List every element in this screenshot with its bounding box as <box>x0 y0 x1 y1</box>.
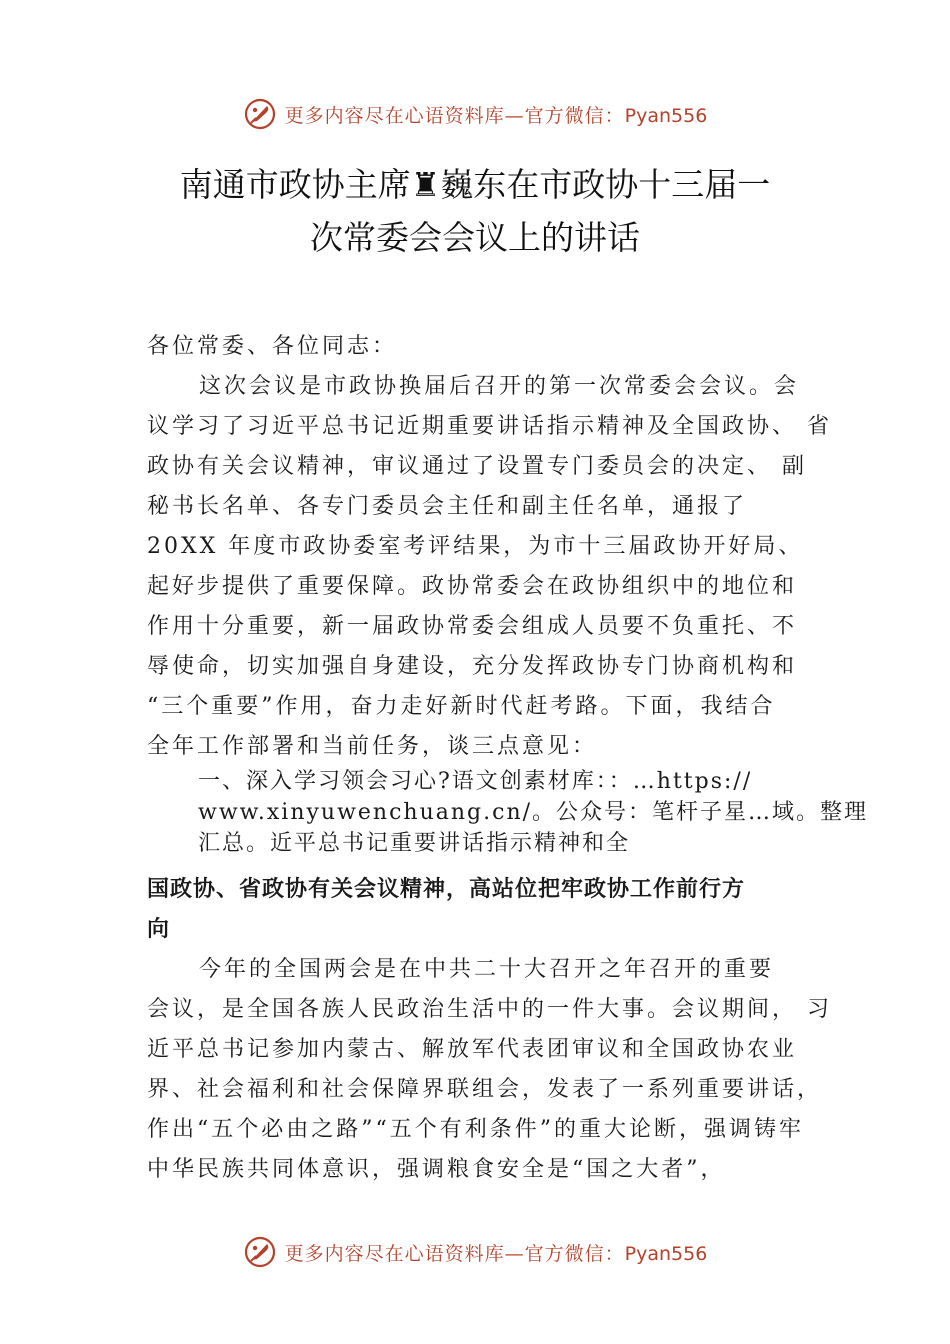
paragraph-1 <box>147 367 832 767</box>
salutation: 各位常委、各位同志： <box>147 334 398 359</box>
title-line-2: 次常委会会议上的讲话 <box>310 218 640 257</box>
list-item-line: 一、深入学习领会习心?语文创素材库：：…https:// <box>198 769 753 794</box>
section-heading-1 <box>147 870 827 950</box>
feather-pen-logo-icon <box>243 1235 277 1269</box>
paragraph-line: 20XX 年度市政协委室考评结果，为市十三届政协开好局、 <box>147 534 804 559</box>
paragraph-line: 中华民族共同体意识，强调粮食安全是“国之大者”， <box>147 1157 726 1182</box>
feather-pen-logo-icon <box>243 97 277 131</box>
paragraph-line: 秘书长名单、各专门委员会主任和副主任名单，通报了 <box>147 494 748 519</box>
watermark-wechat-id: Pyan556 <box>624 104 708 127</box>
paragraph-line: 议学习了习近平总书记近期重要讲话指示精神及全国政协、 省 <box>147 414 832 439</box>
list-item-1 <box>198 766 869 859</box>
paragraph-line: “三个重要”作用，奋力走好新时代赶考路。下面，我结合 <box>147 694 776 719</box>
paragraph-line: 作出“五个必由之路”“五个有利条件”的重大论断，强调铸牢 <box>147 1117 804 1142</box>
paragraph-line: 今年的全国两会是在中共二十大召开之年召开的重要 <box>199 957 775 982</box>
document-body <box>147 327 832 767</box>
paragraph-line: 近平总书记参加内蒙古、解放军代表团审议和全国政协农业 <box>147 1037 798 1062</box>
paragraph-2 <box>147 950 832 1190</box>
list-item-line: www.xinyuwenchuang.cn/。公众号：笔杆子星…域。整理 <box>198 800 869 825</box>
watermark-text: 更多内容尽在心语资料库—官方微信：Pyan556 <box>284 104 708 127</box>
watermark-wechat-id: Pyan556 <box>624 1242 708 1265</box>
paragraph-line: 辱使命，切实加强自身建设，充分发挥政协专门协商机构和 <box>147 654 798 679</box>
document-title <box>60 158 890 264</box>
paragraph-line: 起好步提供了重要保障。政协常委会在政协组织中的地位和 <box>147 574 798 599</box>
document-body-2 <box>147 950 832 1190</box>
heading-line: 向 <box>147 917 171 942</box>
paragraph-line: 政协有关会议精神，审议通过了设置专门委员会的决定、 副 <box>147 454 807 479</box>
paragraph-line: 全年工作部署和当前任务，谈三点意见： <box>147 734 598 759</box>
heading-line: 国政协、省政协有关会议精神，高站位把牢政协工作前行方 <box>147 877 746 902</box>
header-watermark <box>0 94 950 134</box>
footer-watermark <box>0 1232 950 1272</box>
paragraph-line: 这次会议是市政协换届后召开的第一次常委会会议。会 <box>199 374 800 399</box>
watermark-text: 更多内容尽在心语资料库—官方微信：Pyan556 <box>284 1242 708 1265</box>
list-item-line: 汇总。近平总书记重要讲话指示精神和全 <box>198 831 631 856</box>
title-line-1: 南通市政协主席♜巍东在市政协十三届一 <box>179 165 771 204</box>
paragraph-line: 界、社会福利和社会保障界联组会，发表了一系列重要讲话， <box>147 1077 823 1102</box>
paragraph-line: 会议，是全国各族人民政治生活中的一件大事。会议期间， 习 <box>147 997 832 1022</box>
paragraph-line: 作用十分重要，新一届政协常委会组成人员要不负重托、不 <box>147 614 798 639</box>
